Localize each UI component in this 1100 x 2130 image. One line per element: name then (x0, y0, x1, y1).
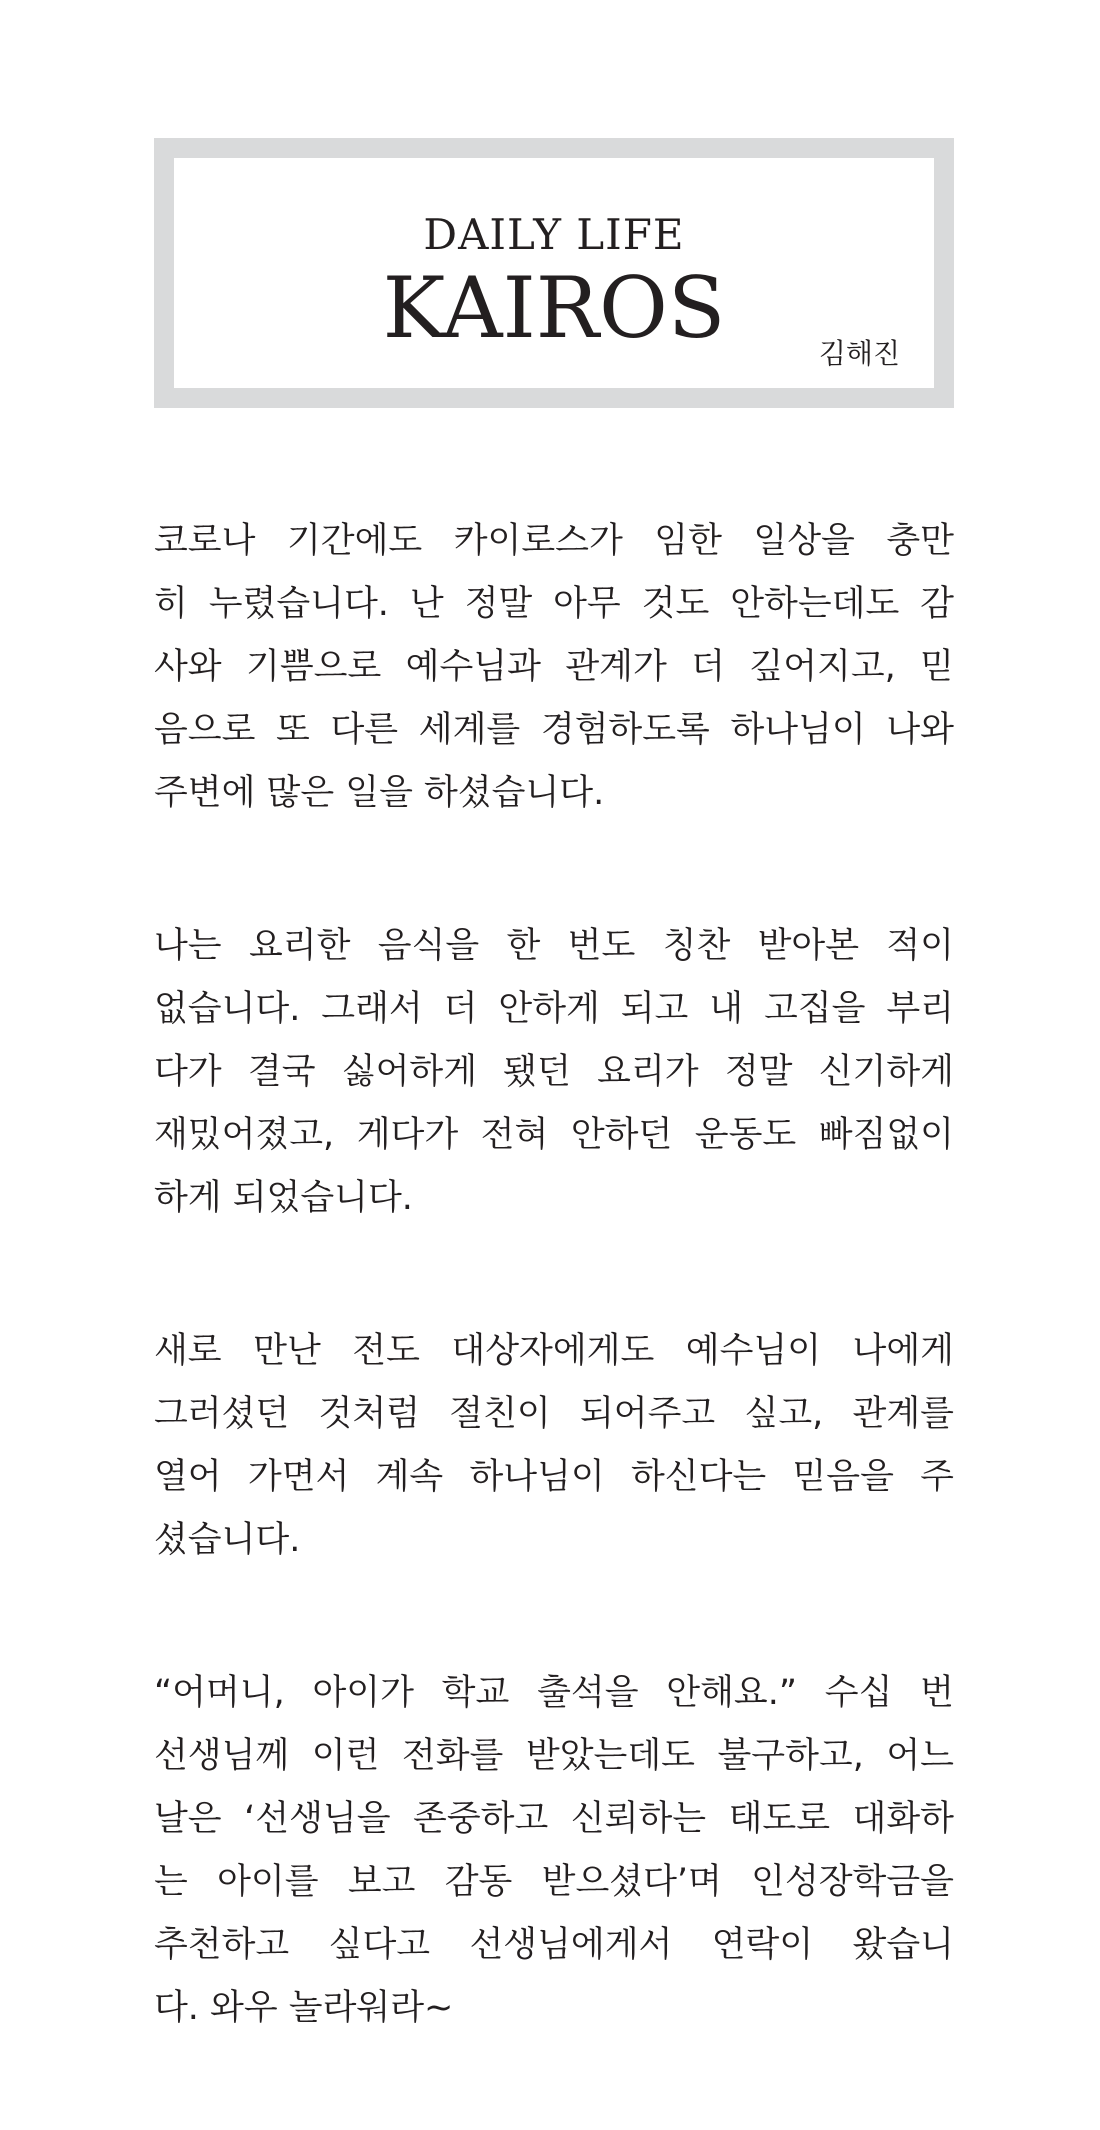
text-line: 그러셨던 것처럼 절친이 되어주고 싶고, 관계를 (154, 1394, 954, 1434)
text-line: 다가 결국 싫어하게 됐던 요리가 정말 신기하게 (154, 1052, 954, 1092)
title-box (154, 138, 954, 408)
text-line: 날은 ‘선생님을 존중하고 신뢰하는 태도로 대화하 (154, 1799, 954, 1839)
text-line: 하게 되었습니다. (154, 1178, 413, 1218)
author-name: 김해진 (818, 337, 900, 370)
text-line: 사와 기쁨으로 예수님과 관계가 더 깊어지고, 믿 (154, 647, 954, 687)
text-line: 셨습니다. (154, 1520, 301, 1560)
text-line: 없습니다. 그래서 더 안하게 되고 내 고집을 부리 (154, 989, 954, 1029)
text-line: 는 아이를 보고 감동 받으셨다’며 인성장학금을 (154, 1862, 954, 1902)
paragraph-3 (154, 1320, 954, 1572)
text-line: 주변에 많은 일을 하셨습니다. (154, 773, 605, 813)
text-line: 선생님께 이런 전화를 받았는데도 불구하고, 어느 (154, 1736, 954, 1776)
text-line: “어머니, 아이가 학교 출석을 안해요.” 수십 번 (154, 1673, 954, 1713)
section-kicker: DAILY LIFE (423, 210, 685, 259)
text-line: 히 누렸습니다. 난 정말 아무 것도 안하는데도 감 (154, 584, 954, 624)
text-line: 열어 가면서 계속 하나님이 하신다는 믿음을 주 (154, 1457, 954, 1497)
text-line: 다. 와우 놀라워라~ (154, 1988, 454, 2028)
text-line: 나는 요리한 음식을 한 번도 칭찬 받아본 적이 (154, 926, 954, 966)
text-line: 음으로 또 다른 세계를 경험하도록 하나님이 나와 (154, 710, 954, 750)
text-line: 코로나 기간에도 카이로스가 임한 일상을 충만 (154, 521, 954, 561)
paragraph-2 (154, 915, 954, 1230)
article-body (154, 510, 954, 2130)
text-line: 새로 만난 전도 대상자에게도 예수님이 나에게 (154, 1331, 954, 1371)
section-title: KAIROS (382, 259, 726, 357)
text-line: 추천하고 싶다고 선생님에게서 연락이 왔습니 (154, 1925, 954, 1965)
text-line: 재밌어졌고, 게다가 전혀 안하던 운동도 빠짐없이 (154, 1115, 954, 1155)
paragraph-4 (154, 1662, 954, 2040)
paragraph-1 (154, 510, 954, 825)
